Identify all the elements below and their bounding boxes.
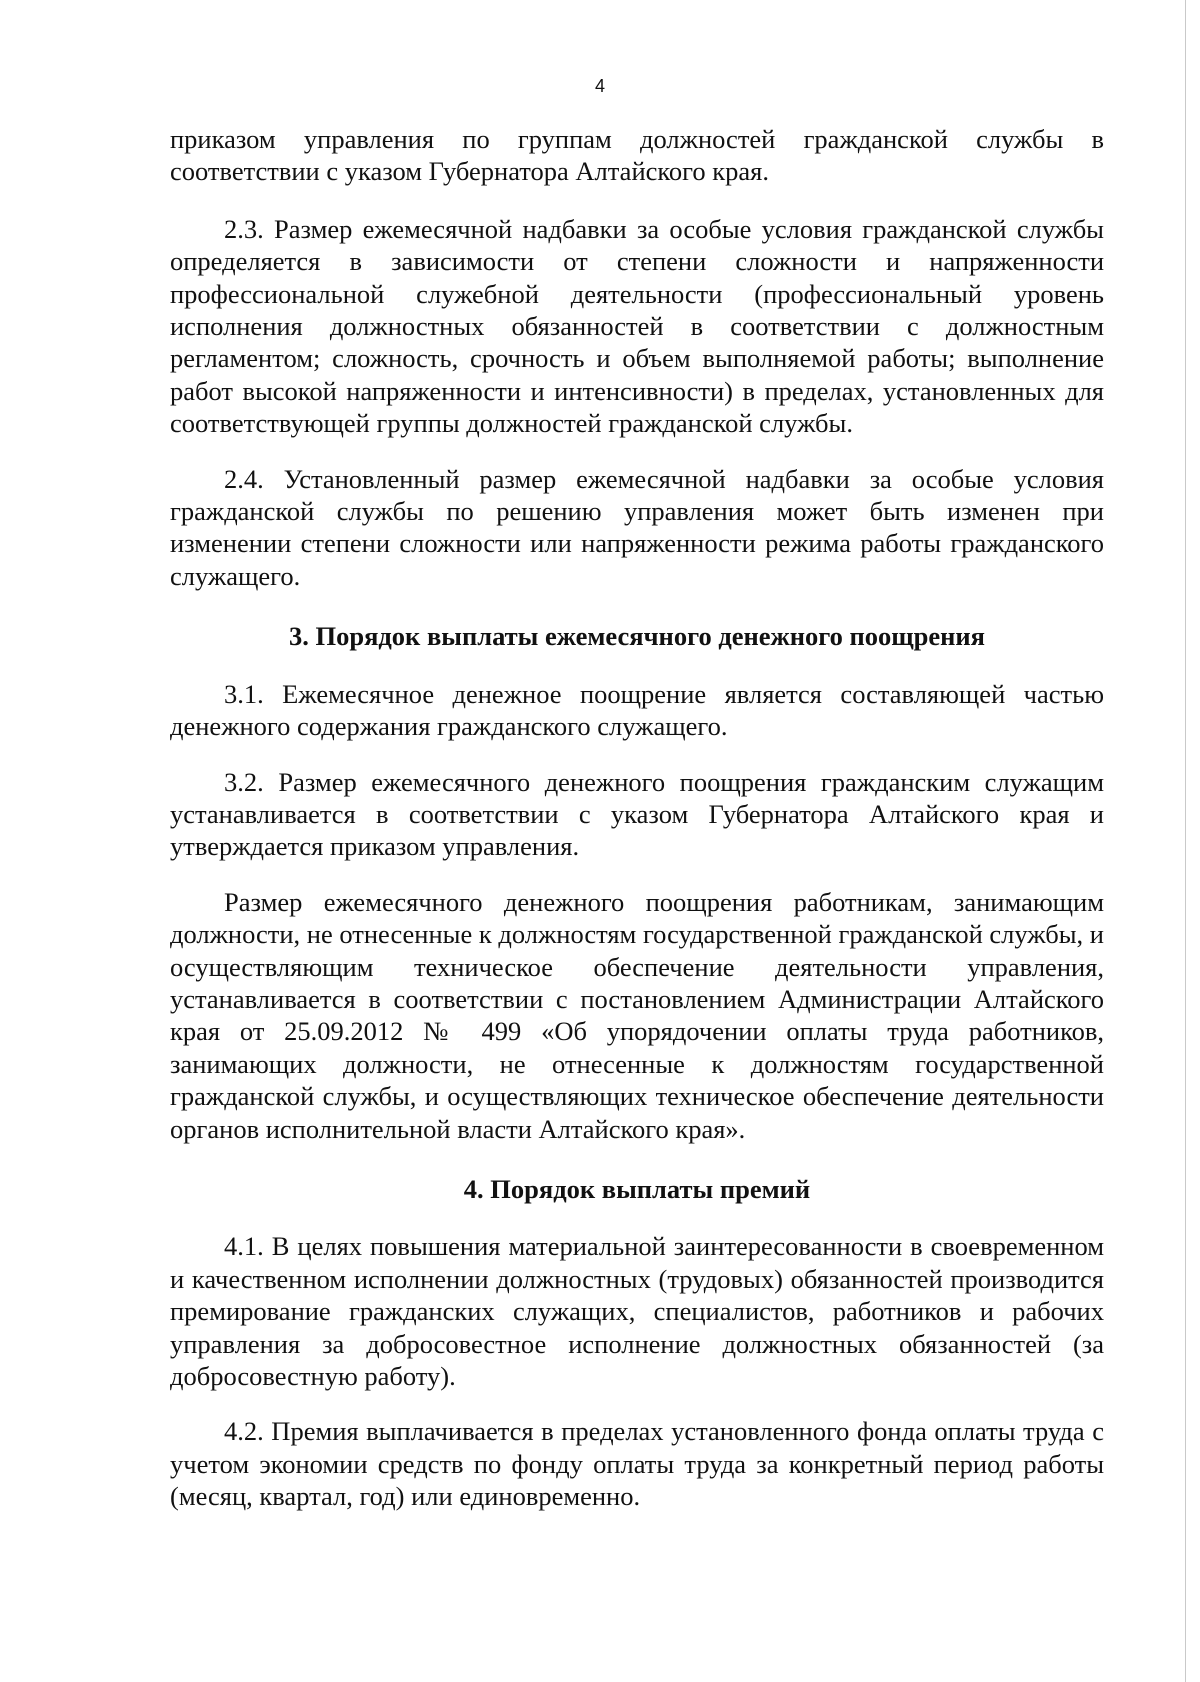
section-heading-4: 4. Порядок выплаты премий [463, 1173, 811, 1204]
paragraph-continuation: приказом управления по группам должностей гражданской службы в соответствии с указом Губернатора Алтайского края. [170, 124, 1104, 187]
document-body [170, 123, 1104, 1513]
paragraph-4-2: 4.2. Премия выплачивается в пределах установленного фонда оплаты труда с учетом экономии средств по фонду оплаты труда за конкретный период работы (месяц, квартал, год) или единовременно. [170, 1416, 1104, 1512]
paragraph-2-4: 2.4. Установленный размер ежемесячной надбавки за особые условия гражданской службы по решению управления может быть изменен при изменении степени сложности или напряженности режима работы гражданского служащего. [170, 463, 1104, 591]
page-edge-line [1185, 0, 1186, 1682]
paragraph-3-2: 3.2. Размер ежемесячного денежного поощрения гражданским служащим устанавливается в соответствии с указом Губернатора Алтайского края и утверждается приказом управления. [170, 766, 1104, 862]
page-number: 4 [594, 76, 605, 96]
section-heading-3: 3. Порядок выплаты ежемесячного денежного поощрения [288, 621, 986, 652]
paragraph-3-1: 3.1. Ежемесячное денежное поощрение является составляющей частью денежного содержания гражданского служащего. [170, 678, 1104, 742]
paragraph-2-3: 2.3. Размер ежемесячной надбавки за особые условия гражданской службы определяется в зависимости от степени сложности и напряженности профессиональной служебной деятельности (профессиональный уровень исполнения должностных обязанностей в соответствии с должностным регламентом; сложность, срочность и объем выполняемой работы; выполнение работ высокой напряженности и интенсивности) в пределах, установленных для соответствующей группы должностей гражданской службы. [170, 213, 1104, 439]
paragraph-4-1: 4.1. В целях повышения материальной заинтересованности в своевременном и качественном исполнении должностных (трудовых) обязанностей производится премирование гражданских служащих, специалистов, работников и рабочих управления за добросовестное исполнение должностных обязанностей (за добросовестную работу). [170, 1231, 1104, 1391]
paragraph-3-2-continued: Размер ежемесячного денежного поощрения работникам, занимающим должности, не отнесенные к должностям государственной гражданской службы, и осуществляющим техническое обеспечение деятельности управления, устанавливается в соответствии с постановлением Администрации Алтайского края от 25.09.2012 № 499 «Об упорядочении оплаты труда работников, занимающих должности, не отнесенные к должностям государственной гражданской службы, и осуществляющих техническое обеспечение деятельности органов исполнительной власти Алтайского края». [170, 886, 1104, 1144]
